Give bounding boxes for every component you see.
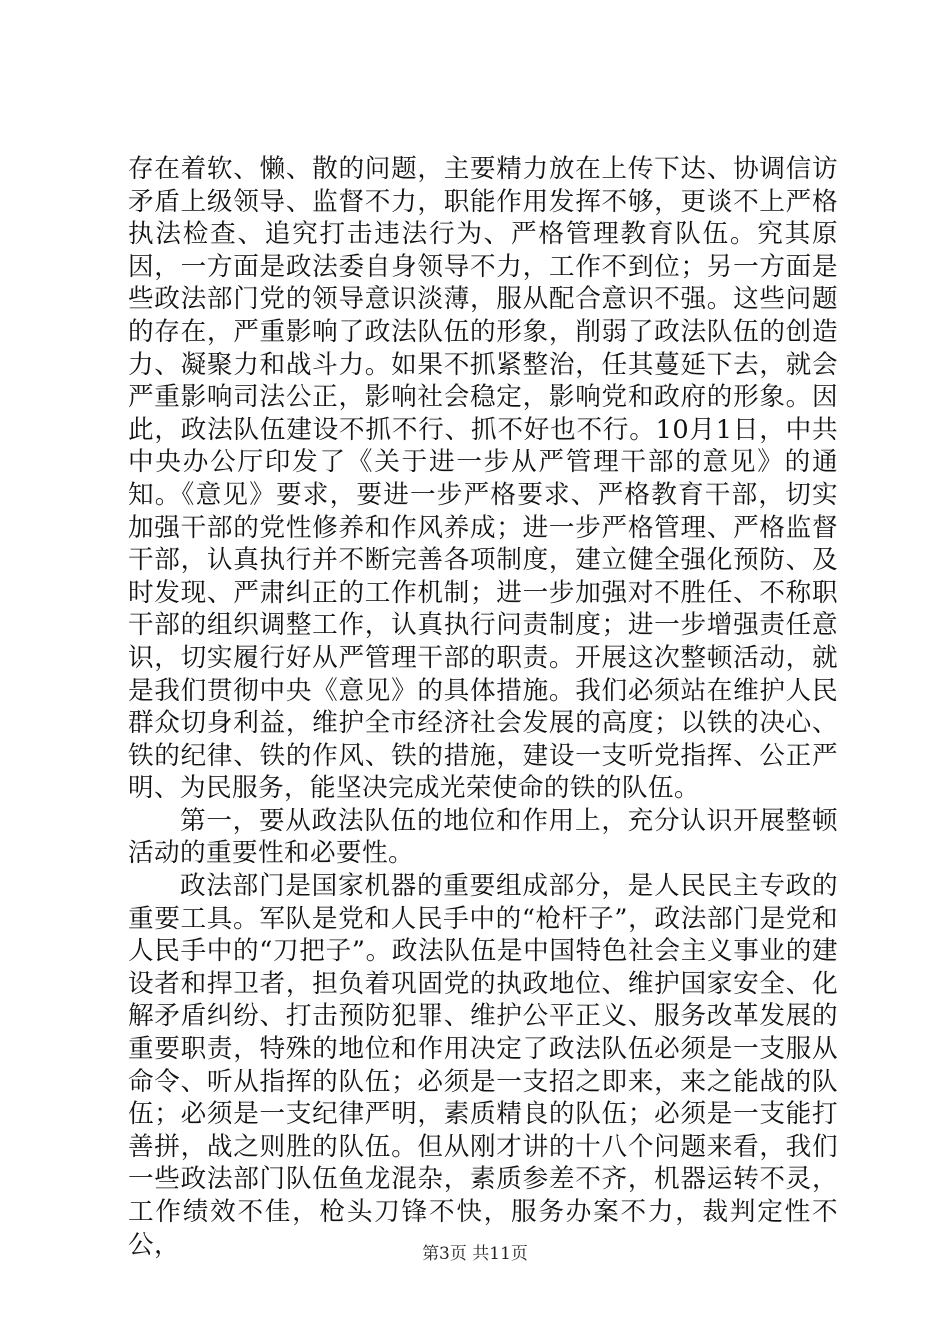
page-number-footer: 第3页 共11页 xyxy=(422,1244,528,1264)
section-heading-paragraph: 第一，要从政法队伍的地位和作用上，充分认识开展整顿活动的重要性和必要性。 xyxy=(128,805,838,869)
body-paragraph-1: 存在着软、懒、散的问题，主要精力放在上传下达、协调信访矛盾上级领导、监督不力，职能作用发挥不够，更谈不上严格执法检查、追究打击违法行为、严格管理教育队伍。究其原因，一方面是政法委自身领导不力，工作不到位；另一方面是些政法部门党的领导意识淡薄，服从配合意识不强。这些问题的存在，严重影响了政法队伍的形象，削弱了政法队伍的创造力、凝聚力和战斗力。如果不抓紧整治，任其蔓延下去，就会严重影响司法公正，影响社会稳定，影响党和政府的形象。因此，政法队伍建设不抓不行、抓不好也不行。10月1日，中共中央办公厅印发了《关于进一步从严管理干部的意见》的通知。《意见》要求，要进一步严格要求、严格教育干部，切实加强干部的党性修养和作风养成；进一步严格管理、严格监督干部，认真执行并不断完善各项制度，建立健全强化预防、及时发现、严肃纠正的工作机制；进一步加强对不胜任、不称职干部的组织调整工作，认真执行问责制度；进一步增强责任意识，切实履行好从严管理干部的职责。开展这次整顿活动，就是我们贯彻中央《意见》的具体措施。我们必须站在维护人民群众切身利益，维护全市经济社会发展的高度；以铁的决心、铁的纪律、铁的作风、铁的措施，建设一支听党指挥、公正严明、为民服务，能坚决完成光荣使命的铁的队伍。 xyxy=(128,154,838,804)
body-paragraph-3: 政法部门是国家机器的重要组成部分，是人民民主专政的重要工具。军队是党和人民手中的“枪杆子”，政法部门是党和人民手中的“刀把子”。政法队伍是中国特色社会主义事业的建设者和捍卫者，担负着巩固党的执政地位、维护国家安全、化解矛盾纠纷、打击预防犯罪、维护公平正义、服务改革发展的重要职责，特殊的地位和作用决定了政法队伍必须是一支服从命令、听从指挥的队伍；必须是一支招之即来，来之能战的队伍；必须是一支纪律严明，素质精良的队伍；必须是一支能打善拼，战之则胜的队伍。但从刚才讲的十八个问题来看，我们一些政法部门队伍鱼龙混杂，素质参差不齐，机器运转不灵，工作绩效不佳，枪头刀锋不快，服务办案不力，裁判定性不公， xyxy=(128,871,838,1260)
document-body xyxy=(128,153,838,1261)
